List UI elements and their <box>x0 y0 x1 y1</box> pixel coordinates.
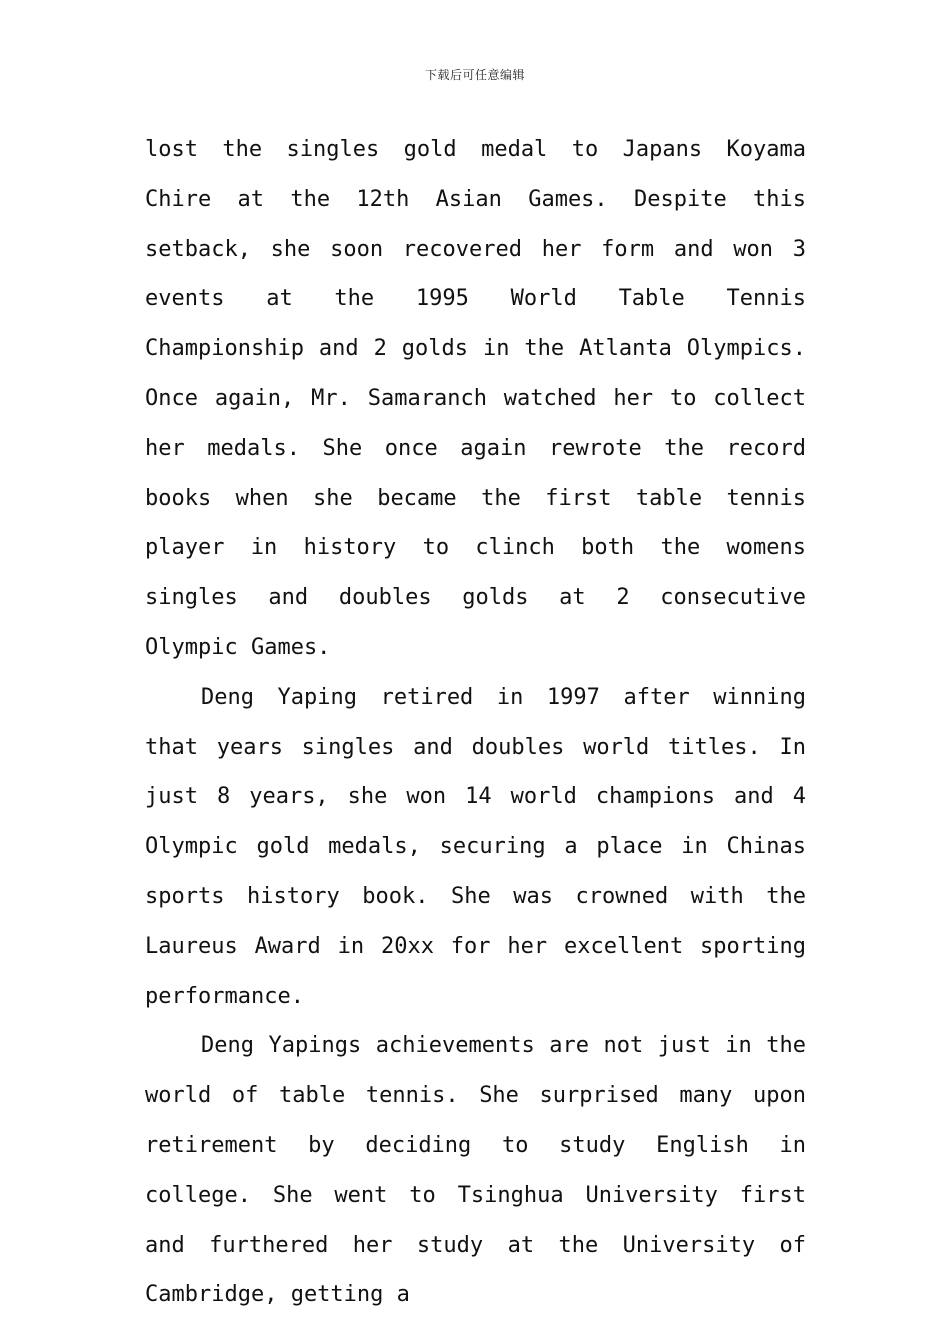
paragraph-retirement: Deng Yaping retired in 1997 after winning that years singles and doubles world titles. In just 8 years, she won 14 world champions and 4 Olympic gold medals, securing a place in Chinas sports history book. She was crowned with the Laureus Award in 20xx for her excellent sporting performance. <box>145 684 806 1009</box>
paragraph-achievements: Deng Yapings achievements are not just in the world of table tennis. She surprised many upon retirement by deciding to study English in college. She went to Tsinghua University first and furthered her study at the University of Cambridge, getting a <box>145 1033 806 1308</box>
document-body <box>145 125 806 1320</box>
paragraph-continuation: lost the singles gold medal to Japans Koyama Chire at the 12th Asian Games. Despite this setback, she soon recovered her form and won 3 events at the 1995 World Table Tennis Championship and 2 golds in the Atlanta Olympics. Once again, Mr. Samaranch watched her to collect her medals. She once again rewrote the record books when she became the first table tennis player in history to clinch both the womens singles and doubles golds at 2 consecutive Olympic Games. <box>145 137 806 660</box>
header-note: 下载后可任意编辑 <box>424 68 525 82</box>
